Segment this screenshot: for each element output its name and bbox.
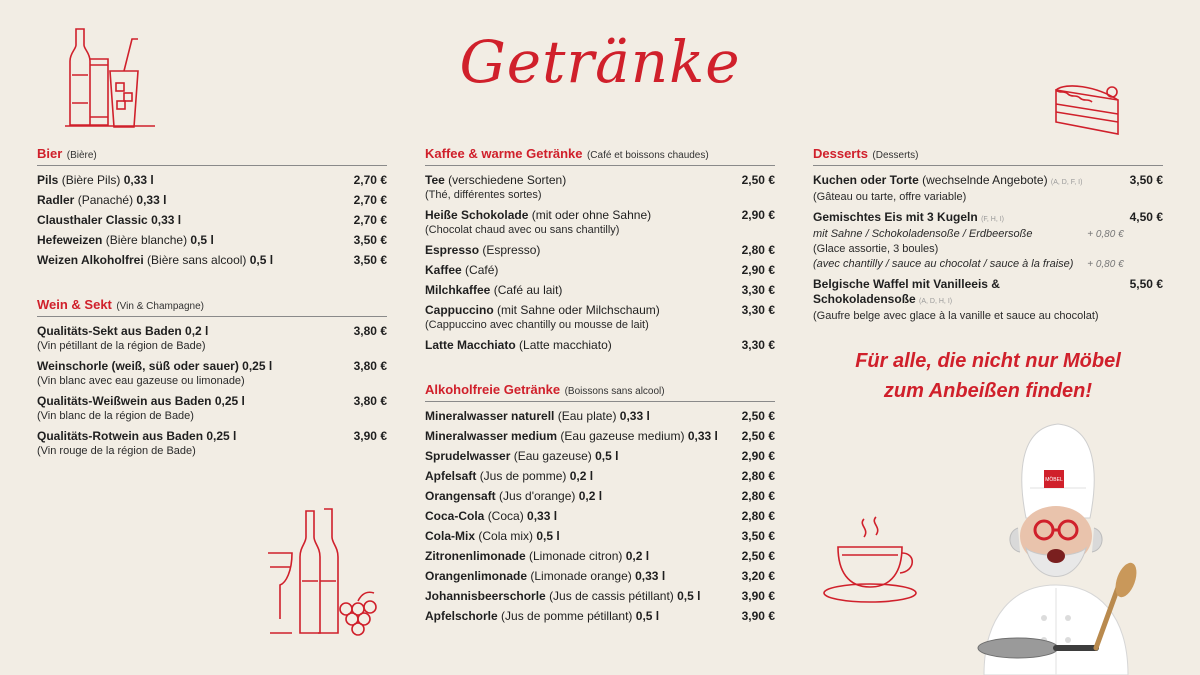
item-line [37, 394, 348, 409]
item-name: Milchkaffee [425, 283, 491, 297]
menu-item [425, 243, 775, 258]
menu-item [425, 549, 775, 564]
item-name: Sprudelwasser [425, 449, 511, 463]
item-list [425, 173, 775, 353]
slogan-line-2: zum Anbeißen finden! [883, 380, 1093, 402]
item-list [37, 173, 387, 268]
item-line [37, 253, 348, 268]
item-option-price: + 0,80 € [1087, 259, 1124, 270]
menu-item [37, 359, 387, 389]
item-details [425, 449, 736, 464]
item-name: Qualitäts-Weißwein aus Baden 0,25 l [37, 394, 245, 408]
item-details [425, 243, 736, 258]
menu-item [813, 277, 1163, 324]
item-price: 2,80 € [741, 489, 775, 503]
section-wein [37, 296, 387, 459]
item-list [37, 324, 387, 459]
item-price: 3,30 € [741, 283, 775, 297]
item-name: Apfelsaft [425, 469, 477, 483]
item-price: 2,50 € [741, 409, 775, 423]
section-header [425, 145, 775, 166]
item-price: 3,80 € [353, 359, 387, 373]
item-size: 0,5 l [677, 589, 701, 603]
menu-item [37, 173, 387, 188]
item-price: 2,80 € [741, 469, 775, 483]
item-price: 3,90 € [741, 609, 775, 623]
item-description: (Vin blanc de la région de Bade) [37, 410, 194, 422]
item-price: 2,90 € [741, 208, 775, 222]
item-line [425, 569, 736, 584]
item-line [37, 213, 348, 228]
menu-item [425, 429, 775, 444]
item-translation: (Jus d'orange) [499, 489, 576, 503]
item-translation: (Eau gazeuse medium) [560, 429, 685, 443]
cake-slice-icon [1050, 78, 1130, 140]
menu-item [37, 253, 387, 268]
item-option-text: (avec chantilly / sauce au chocolat / sauce à la fraise) [813, 258, 1074, 270]
section-subtitle: (Café et boissons chaudes) [586, 150, 709, 161]
menu-item [425, 409, 775, 424]
item-details [37, 324, 348, 354]
item-translation: (Eau gazeuse) [513, 449, 592, 463]
item-line [425, 489, 736, 504]
item-line [425, 409, 736, 424]
column-right [813, 145, 1163, 406]
item-name: Heiße Schokolade [425, 208, 529, 222]
item-name: Hefeweizen [37, 233, 103, 247]
item-name: Mineralwasser medium [425, 429, 558, 443]
item-allergens: (A, D, F, I) [1050, 179, 1083, 186]
column-middle [425, 145, 775, 644]
menu-item [425, 569, 775, 584]
item-details [37, 394, 348, 424]
menu-item [813, 210, 1163, 272]
item-line [37, 324, 348, 339]
menu-item [425, 283, 775, 298]
item-details [425, 509, 736, 524]
item-translation: (Latte macchiato) [519, 338, 612, 352]
item-details [425, 263, 736, 278]
item-name: Clausthaler Classic [37, 213, 148, 227]
item-size: 0,2 l [578, 489, 603, 503]
item-details [813, 210, 1124, 272]
page-title: Getränke [459, 28, 741, 96]
item-name: Cola-Mix [425, 529, 476, 543]
item-price: 3,90 € [741, 589, 775, 603]
item-price: 3,30 € [741, 338, 775, 352]
section-bier [37, 145, 387, 268]
item-size: 0,33 l [136, 193, 167, 207]
item-translation: (Limonade orange) [530, 569, 632, 583]
item-price: 2,50 € [741, 549, 775, 563]
item-description: (Vin pétillant de la région de Bade) [37, 340, 206, 352]
slogan [813, 346, 1163, 406]
menu-item [425, 208, 775, 238]
item-price: 2,70 € [353, 193, 387, 207]
item-line [425, 609, 736, 624]
item-size: 0,5 l [249, 253, 274, 267]
item-price: 2,70 € [353, 213, 387, 227]
item-details [37, 193, 348, 208]
item-option [813, 257, 1124, 272]
menu-item [425, 529, 775, 544]
item-line [425, 338, 736, 353]
item-translation: (Bière Pils) [61, 173, 121, 187]
item-line [425, 263, 736, 278]
item-name: Latte Macchiato [425, 338, 516, 352]
drinks-bottles-icon [60, 25, 160, 130]
item-price: 2,80 € [741, 243, 775, 257]
item-details [37, 213, 348, 228]
item-size: 0,5 l [595, 449, 619, 463]
item-translation: (Jus de pomme) [479, 469, 567, 483]
item-price: 2,70 € [353, 173, 387, 187]
item-size: 0,33 l [619, 409, 650, 423]
section-subtitle: (Bière) [66, 150, 97, 161]
item-translation: (Limonade citron) [529, 549, 623, 563]
item-details [425, 338, 736, 353]
item-line [813, 210, 1124, 227]
item-details [425, 549, 736, 564]
section-title: Alkoholfreie Getränke [425, 382, 561, 397]
section-alkoholfrei [425, 381, 775, 624]
menu-item [37, 233, 387, 248]
item-line [425, 429, 736, 444]
section-title: Desserts [813, 146, 868, 161]
item-line [37, 429, 348, 444]
item-name: Cappuccino [425, 303, 494, 317]
item-line [813, 292, 1124, 309]
wine-bottles-icon [262, 505, 387, 640]
item-translation: (Cola mix) [478, 529, 534, 543]
item-name: Johannisbeerschorle [425, 589, 546, 603]
item-name: Tee [425, 173, 445, 187]
item-translation: (Café au lait) [493, 283, 563, 297]
slogan-line-1: Für alle, die nicht nur Möbel [855, 350, 1121, 372]
item-details [813, 277, 1124, 324]
menu-item [425, 449, 775, 464]
item-price: 4,50 € [1129, 210, 1163, 224]
hat-badge-text: MÖBEL [1045, 477, 1063, 483]
menu-item [425, 303, 775, 333]
item-line [425, 549, 736, 564]
menu-item [425, 489, 775, 504]
menu-item [425, 509, 775, 524]
menu-item [425, 589, 775, 604]
item-price: 3,50 € [353, 233, 387, 247]
item-name: Qualitäts-Rotwein aus Baden 0,25 l [37, 429, 237, 443]
item-details [425, 489, 736, 504]
item-translation: (verschiedene Sorten) [448, 173, 567, 187]
item-allergens: (A, D, H, I) [919, 298, 953, 305]
item-line [813, 173, 1124, 190]
item-translation: (Eau plate) [557, 409, 617, 423]
item-line [425, 208, 736, 223]
item-details [37, 233, 348, 248]
section-title: Kaffee & warme Getränke [425, 146, 583, 161]
item-translation: (mit oder ohne Sahne) [531, 208, 652, 222]
item-price: 3,80 € [353, 324, 387, 338]
item-details [425, 469, 736, 484]
item-line [37, 233, 348, 248]
item-price: 2,90 € [741, 449, 775, 463]
item-details [37, 429, 348, 459]
section-header [813, 145, 1163, 166]
item-name: Zitronenlimonade [425, 549, 526, 563]
item-details [425, 569, 736, 584]
item-translation: (Jus de cassis pétillant) [549, 589, 674, 603]
item-name: Mineralwasser naturell [425, 409, 555, 423]
item-description: (Gaufre belge avec glace à la vanille et sauce au chocolat) [813, 310, 1099, 322]
item-price: 5,50 € [1129, 277, 1163, 291]
menu-item [37, 213, 387, 228]
item-line [425, 529, 736, 544]
item-price: 3,90 € [353, 429, 387, 443]
item-description: (Vin rouge de la région de Bade) [37, 445, 196, 457]
item-line [425, 243, 736, 258]
item-details [425, 208, 736, 238]
item-option-text: (Glace assortie, 3 boules) [813, 243, 939, 255]
item-details [425, 303, 736, 333]
menu-item [425, 173, 775, 203]
coffee-cup-icon [820, 515, 930, 610]
item-line [425, 589, 736, 604]
item-details [37, 253, 348, 268]
item-size: 0,33 l [123, 173, 154, 187]
item-name: Qualitäts-Sekt aus Baden 0,2 l [37, 324, 209, 338]
section-title: Wein & Sekt [37, 297, 112, 312]
item-translation: (wechselnde Angebote) [922, 173, 1048, 187]
item-allergens: (F, H, I) [981, 216, 1005, 223]
item-details [425, 283, 736, 298]
menu-item [425, 338, 775, 353]
item-price: 3,20 € [741, 569, 775, 583]
item-translation: (Espresso) [482, 243, 541, 257]
section-subtitle: (Desserts) [872, 150, 919, 161]
section-desserts [813, 145, 1163, 324]
item-name: Orangensaft [425, 489, 496, 503]
section-header [425, 381, 775, 402]
item-price: 2,80 € [741, 509, 775, 523]
item-details [37, 359, 348, 389]
section-title: Bier [37, 146, 63, 161]
menu-item [425, 263, 775, 278]
item-size: 0,5 l [190, 233, 214, 247]
item-name: Kuchen oder Torte [813, 173, 919, 187]
item-size: 0,2 l [625, 549, 650, 563]
item-price: 3,80 € [353, 394, 387, 408]
item-option [813, 242, 1124, 257]
menu-item [37, 394, 387, 424]
item-list [813, 173, 1163, 324]
item-price: 3,50 € [1129, 173, 1163, 187]
item-size: 0,5 l [635, 609, 660, 623]
item-price: 3,50 € [353, 253, 387, 267]
item-translation: (mit Sahne oder Milchschaum) [497, 303, 660, 317]
item-price: 2,50 € [741, 429, 775, 443]
section-header [37, 296, 387, 317]
item-details [425, 429, 736, 444]
item-line [425, 509, 736, 524]
item-details [425, 409, 736, 424]
item-line [37, 359, 348, 374]
item-option-price: + 0,80 € [1087, 229, 1124, 240]
item-line [37, 193, 348, 208]
column-left [37, 145, 387, 479]
menu-item [425, 469, 775, 484]
item-name-cont: Schokoladensoße [813, 292, 916, 306]
item-line [425, 449, 736, 464]
item-details [813, 173, 1124, 205]
item-name: Espresso [425, 243, 480, 257]
item-price: 2,50 € [741, 173, 775, 187]
item-line [425, 283, 736, 298]
section-header [37, 145, 387, 166]
item-size: 0,33 l [687, 429, 718, 443]
item-translation: (Bière sans alcool) [147, 253, 247, 267]
item-details [425, 529, 736, 544]
section-kaffee [425, 145, 775, 353]
chef-figure [968, 418, 1158, 675]
item-description: (Vin blanc avec eau gazeuse ou limonade) [37, 375, 245, 387]
item-price: 3,50 € [741, 529, 775, 543]
item-details [425, 609, 736, 624]
item-details [425, 173, 736, 203]
item-translation: (Café) [465, 263, 499, 277]
item-details [37, 173, 348, 188]
item-name: Weinschorle (weiß, süß oder sauer) 0,25 l [37, 359, 273, 373]
item-name: Pils [37, 173, 59, 187]
item-description: (Chocolat chaud avec ou sans chantilly) [425, 224, 620, 236]
item-description: (Gâteau ou tarte, offre variable) [813, 191, 967, 203]
item-details [425, 589, 736, 604]
item-size: 0,5 l [536, 529, 560, 543]
item-translation: (Panaché) [77, 193, 134, 207]
item-line [425, 303, 736, 318]
item-name: Belgische Waffel mit Vanilleeis & [813, 277, 1000, 291]
menu-item [37, 193, 387, 208]
item-line [425, 469, 736, 484]
item-size: 0,33 l [151, 213, 182, 227]
item-translation: (Bière blanche) [105, 233, 188, 247]
item-translation: (Jus de pomme pétillant) [501, 609, 633, 623]
item-list [425, 409, 775, 624]
item-size: 0,2 l [569, 469, 594, 483]
item-name: Coca-Cola [425, 509, 485, 523]
item-translation: (Coca) [487, 509, 524, 523]
menu-item [37, 324, 387, 354]
section-subtitle: (Boissons sans alcool) [564, 386, 665, 397]
item-name: Kaffee [425, 263, 462, 277]
item-line [813, 277, 1124, 292]
item-price: 2,90 € [741, 263, 775, 277]
item-line [37, 173, 348, 188]
item-description: (Cappuccino avec chantilly ou mousse de lait) [425, 319, 649, 331]
item-name: Apfelschorle [425, 609, 498, 623]
item-name: Orangenlimonade [425, 569, 528, 583]
item-size: 0,33 l [527, 509, 558, 523]
menu-item [37, 429, 387, 459]
item-option-text: mit Sahne / Schokoladensoße / Erdbeersoße [813, 228, 1033, 240]
item-price: 3,30 € [741, 303, 775, 317]
item-line [425, 173, 736, 188]
item-name: Gemischtes Eis mit 3 Kugeln [813, 210, 978, 224]
item-name: Radler [37, 193, 75, 207]
item-description: (Thé, différentes sortes) [425, 189, 542, 201]
menu-item [813, 173, 1163, 205]
section-subtitle: (Vin & Champagne) [116, 301, 204, 312]
menu-item [425, 609, 775, 624]
item-name: Weizen Alkoholfrei [37, 253, 144, 267]
item-size: 0,33 l [635, 569, 666, 583]
item-option [813, 227, 1124, 242]
